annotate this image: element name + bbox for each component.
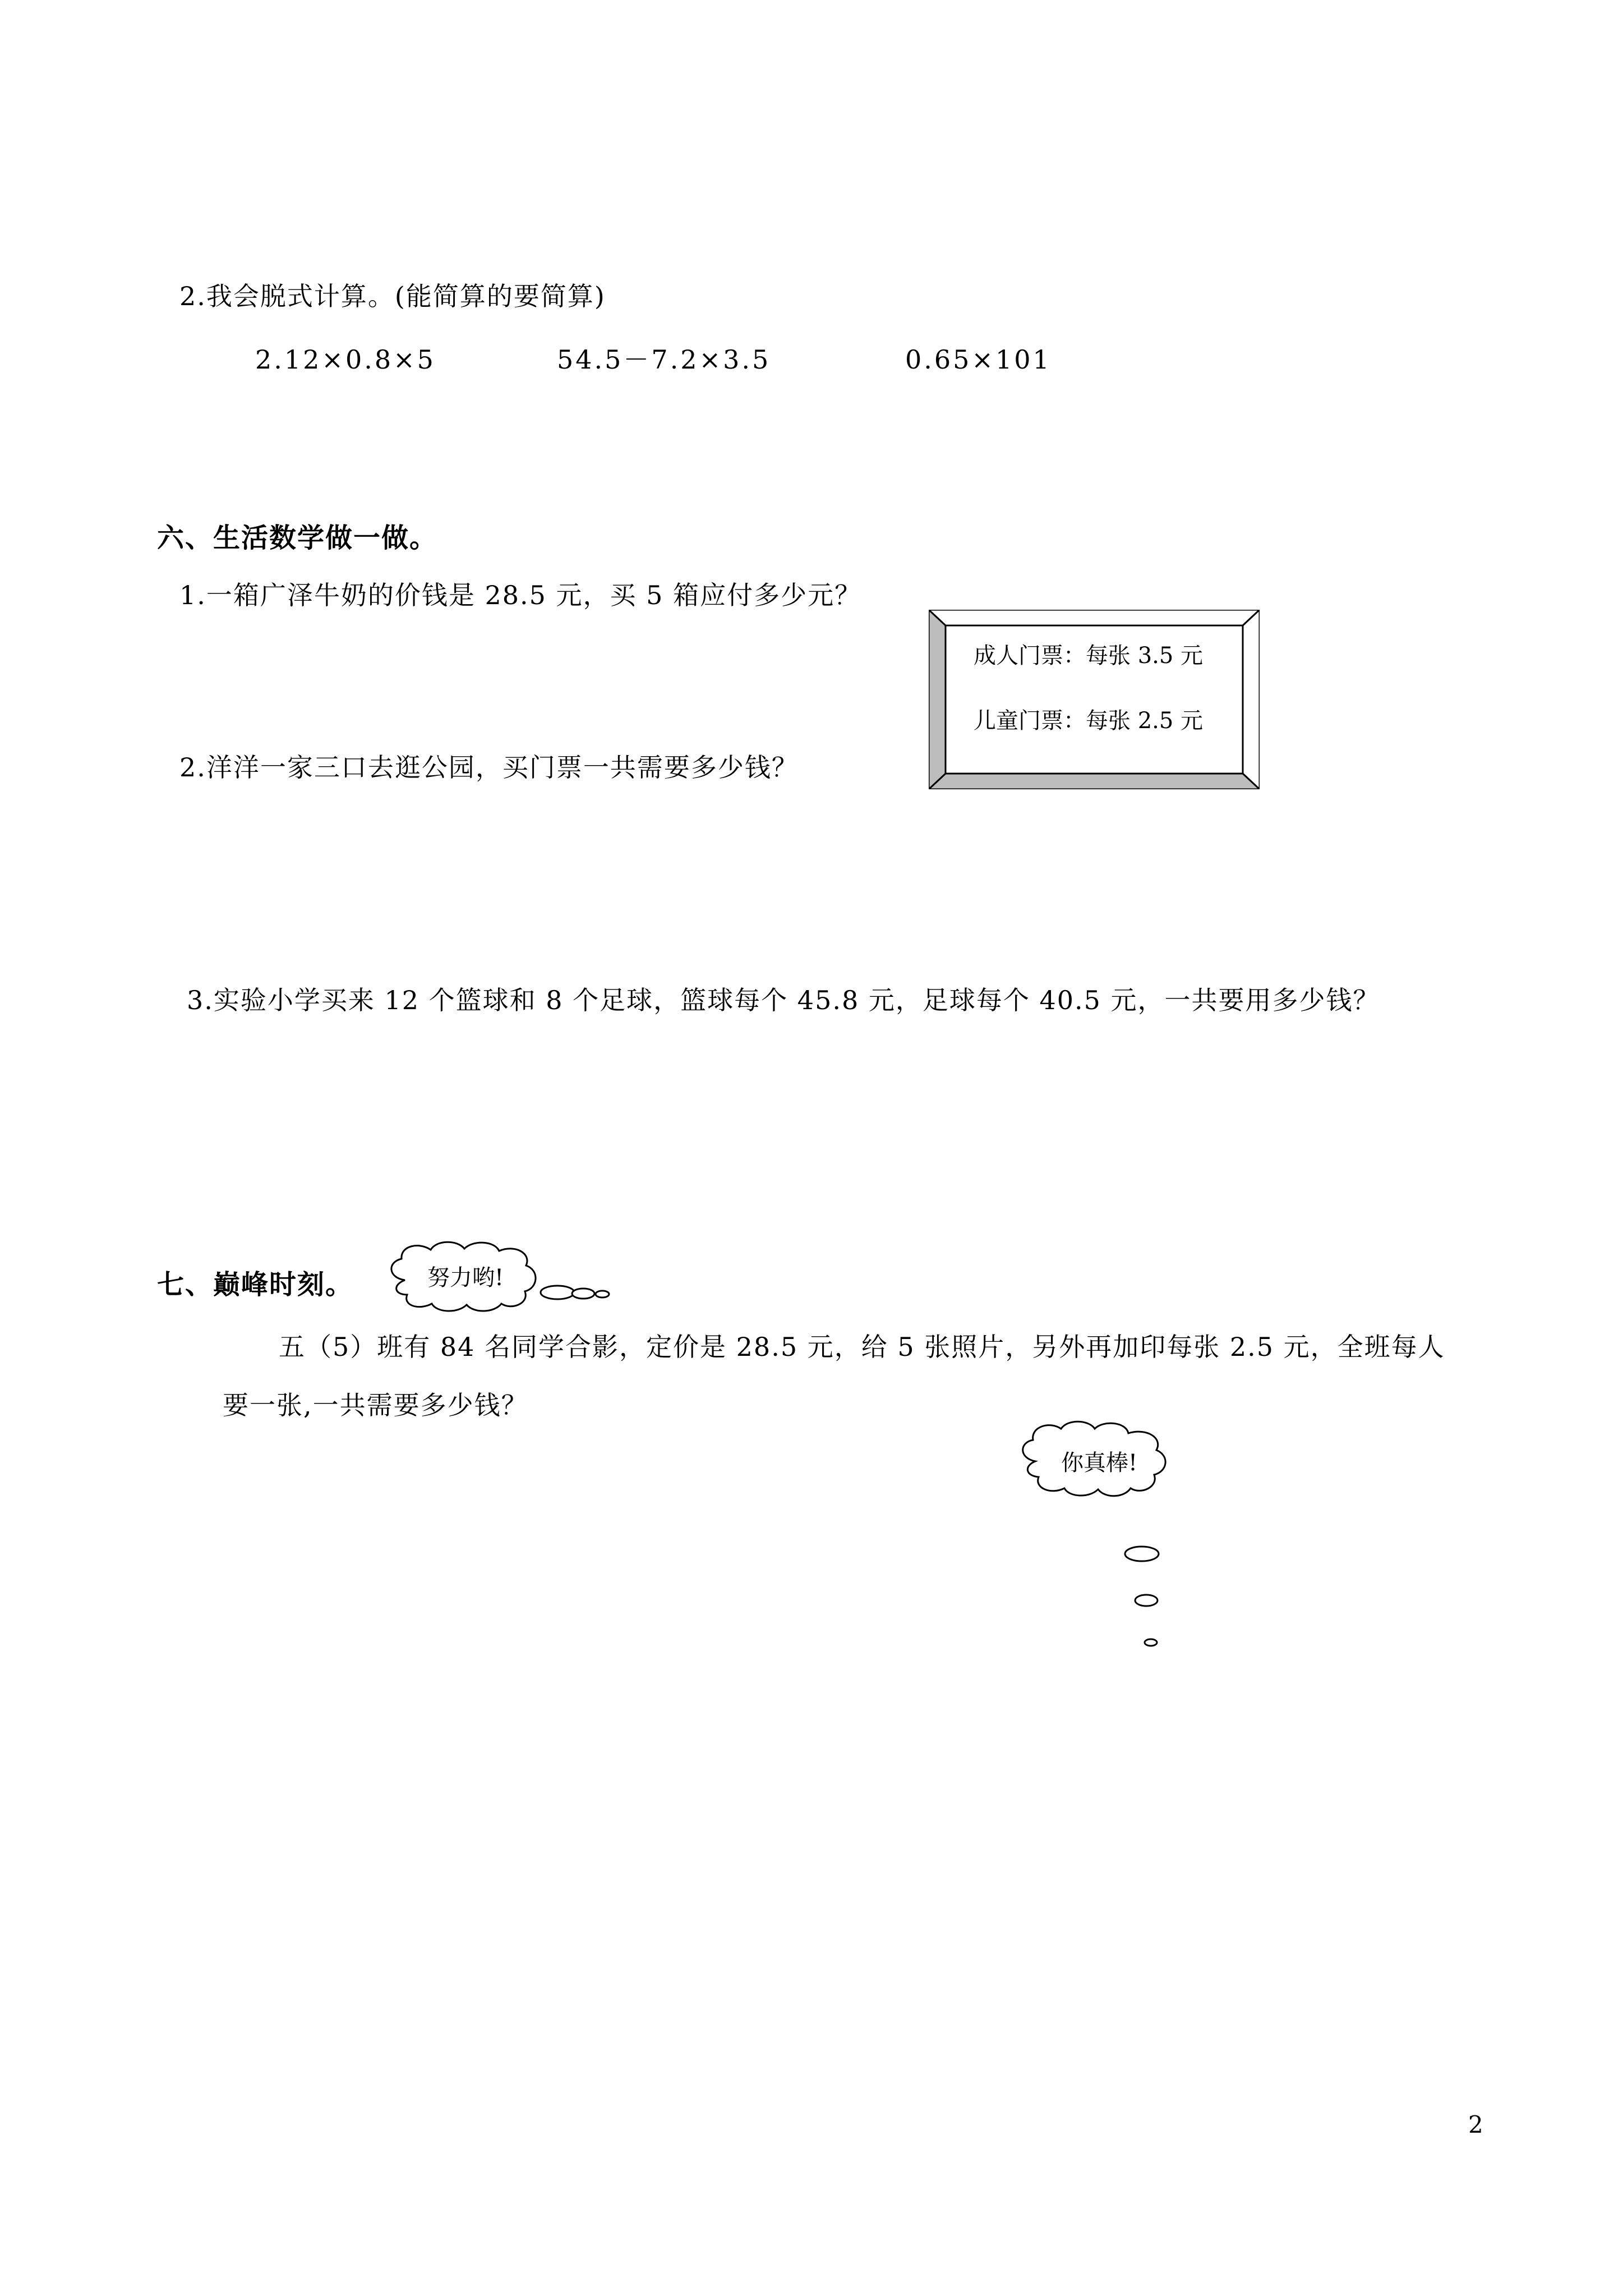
- class-photo-problem-line-2: 要一张,一共需要多少钱？: [223, 1390, 528, 1420]
- encouragement-text: 努力哟!: [427, 1265, 504, 1291]
- section-6-heading: 六、生活数学做一做。: [157, 522, 438, 554]
- class-photo-problem-line-1: 五（5）班有 84 名同学合影，定价是 28.5 元，给 5 张照片，另外再加印每张 2.5 元，全班每人: [279, 1332, 1445, 1362]
- expression-1: 2.12×0.8×5: [255, 344, 436, 375]
- page-number: 2: [1468, 2111, 1483, 2138]
- ticket-board-frame: [929, 610, 1260, 789]
- praise-text: 你真棒!: [1061, 1450, 1138, 1476]
- praise-cloud: [1016, 1416, 1229, 1674]
- child-ticket-price: 儿童门票：每张 2.5 元: [974, 708, 1204, 734]
- calc-question-title: 2.我会脱式计算。(能简算的要简算): [179, 281, 606, 311]
- milk-question: 1.一箱广泽牛奶的价钱是 28.5 元，买 5 箱应付多少元？: [179, 580, 862, 610]
- expression-2: 54.5－7.2×3.5: [557, 344, 771, 375]
- ticket-price-board: [929, 610, 1260, 789]
- park-ticket-question: 2.洋洋一家三口去逛公园，买门票一共需要多少钱？: [179, 752, 799, 783]
- ball-purchase-question: 3.实验小学买来 12 个篮球和 8 个足球，篮球每个 45.8 元，足球每个 40.5 元，一共要用多少钱？: [187, 985, 1380, 1015]
- encouragement-cloud: [382, 1241, 646, 1314]
- adult-ticket-price: 成人门票：每张 3.5 元: [974, 643, 1204, 669]
- expression-3: 0.65×101: [905, 344, 1052, 375]
- section-7-heading: 七、巅峰时刻。: [157, 1269, 354, 1300]
- thought-cloud-icon: [382, 1241, 646, 1314]
